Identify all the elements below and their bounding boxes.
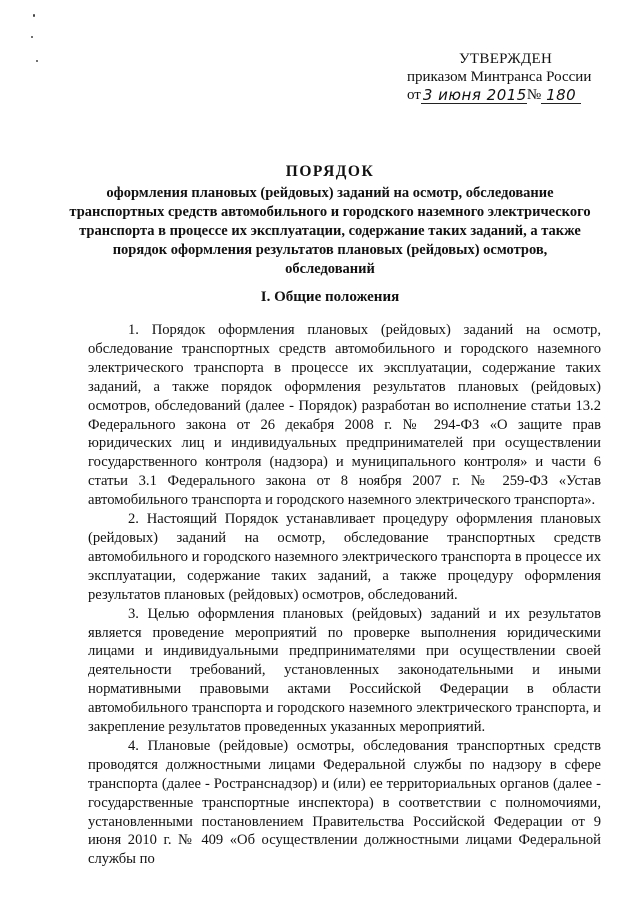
handwritten-number: 180 [541, 88, 581, 104]
approved-label: УТВЕРЖДЕН [459, 51, 553, 67]
paragraph: 4. Плановые (рейдовые) осмотры, обследования транспортных средств проводятся должностными лицами Федеральной службы по надзору в сфере транспорта (далее - Ространснадзор) и (или) ее территориальных органов (далее - государственные транспортные инспектора) в соответствии с полномочиями, установленными постановлением Правительства Российской Федерации от 9 июня 2010 г. № 409 «Об осуществлении должностными лицами Федеральной службы по [88, 737, 601, 868]
section-heading: I. Общие положения [260, 289, 400, 305]
paragraph: 3. Целью оформления плановых (рейдовых) заданий и их результатов является проведение мероприятий по проверке выполнения юридическими лицами и индивидуальными предпринимателями при осуществлении своей деятельности требований, установленных законодательными и иными нормативными правовыми актами Российской Федерации в области автомобильного транспорта и городского наземного электрического транспорта, и закрепление результатов проведенных указанных мероприятий. [88, 605, 601, 736]
document-subtitle: оформления плановых (рейдовых) заданий на осмотр, обследование транспортных средств автомобильного и городского наземного электрического транспорта в процессе их эксплуатации, содержание таких заданий, а также порядок оформления результатов плановых (рейдовых) осмотров, обследований [69, 185, 591, 277]
body-text [88, 321, 601, 869]
scan-speck [36, 60, 38, 62]
order-date-line [405, 86, 605, 104]
paragraph: 2. Настоящий Порядок устанавливает процедуру оформления плановых (рейдовых) заданий на осмотр, обследование транспортных средств автомобильного и городского наземного электрического транспорта в процессе их эксплуатации, содержание таких заданий, а также процедуру оформления результатов плановых (рейдовых) осмотров, обследований. [88, 511, 601, 603]
date-prefix: от [407, 87, 421, 103]
scan-speck [31, 36, 33, 38]
order-line: приказом Минтранса России [407, 69, 592, 85]
number-prefix: № [526, 87, 542, 103]
handwritten-date: 3 июня 2015 [422, 86, 527, 104]
paragraph: 1. Порядок оформления плановых (рейдовых) заданий на осмотр, обследование транспортных средств автомобильного и городского наземного электрического транспорта в процессе их эксплуатации, содержание таких заданий, а также порядок оформления результатов плановых (рейдовых) осмотров, обследований (далее - Порядок) разработан во исполнение статьи 13.2 Федерального закона от 26 декабря 2008 г. № 294-ФЗ «О защите прав юридических лиц и индивидуальных предпринимателей при осуществлении государственного контроля (надзора) и муниципального контроля» и части 6 статьи 3.1 Федерального закона от 8 ноября 2007 г. № 259-ФЗ «Устав автомобильного транспорта и городского наземного электрического транспорта». [88, 322, 601, 509]
document-title: ПОРЯДОК [285, 163, 375, 180]
scan-speck [33, 14, 35, 17]
document-title-block [60, 162, 600, 279]
approval-stamp [405, 50, 605, 104]
